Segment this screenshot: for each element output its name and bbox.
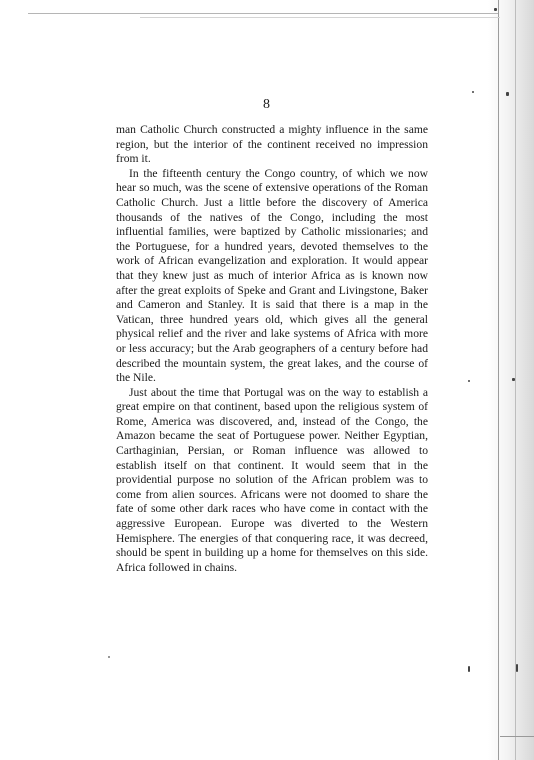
scan-speck <box>108 656 110 658</box>
book-binding-shadow <box>488 0 534 760</box>
scan-speck <box>468 666 470 672</box>
scan-speck <box>506 92 509 96</box>
binding-edge-line-outer <box>515 0 516 760</box>
scan-speck <box>468 380 470 382</box>
scan-speck <box>472 91 474 93</box>
scan-speck <box>512 378 515 381</box>
scan-speck <box>516 664 518 672</box>
scan-top-edge <box>28 13 498 14</box>
paragraph: man Catholic Church constructed a mighty influence in the same region, but the interior of the continent received no impression from it. <box>116 123 428 166</box>
paragraph: Just about the time that Portugal was on the way to establish a great empire on that continent, based upon the religious system of Rome, America was discovered, and, instead of the Congo, the Amazon became the seat of Portuguese power. Neither Egyptian, Carthaginian, Persian, or Roman influence was allowed to establish itself on that continent. It would seem that in the providential purpose no solution of the African problem was to come from alien sources. Africans were not doomed to share the fate of some other dark races who have come in contact with the aggressive European. Europe was diverted to the Western Hemisphere. The energies of that conquering race, it was decreed, should be spent in building up a home for themselves on this side. Africa followed in chains. <box>116 385 428 574</box>
page-number: 8 <box>263 97 271 112</box>
binding-edge-line <box>498 0 499 760</box>
scan-bottom-edge <box>500 736 534 737</box>
body-text <box>116 123 428 575</box>
scan-speck <box>494 8 497 11</box>
scan-top-edge-faint <box>140 17 500 18</box>
paragraph: In the fifteenth century the Congo country, of which we now hear so much, was the scene of extensive operations of the Roman Catholic Church. Just a little before the discovery of America thousands of the natives of the Congo, including the most influential families, were baptized by Catholic missionaries; and the Portuguese, for a hundred years, devoted themselves to the work of African evangelization and exploration. It would appear that they knew just as much of interior Africa as is known now after the great exploits of Speke and Grant and Livingstone, Baker and Cameron and Stanley. It is said that there is a map in the Vatican, three hundred years old, which gives all the general physical relief and the river and lake systems of Africa with more or less accuracy; but the Arab geographers of a century before had described the mountain system, the great lakes, and the course of the Nile. <box>116 166 428 385</box>
